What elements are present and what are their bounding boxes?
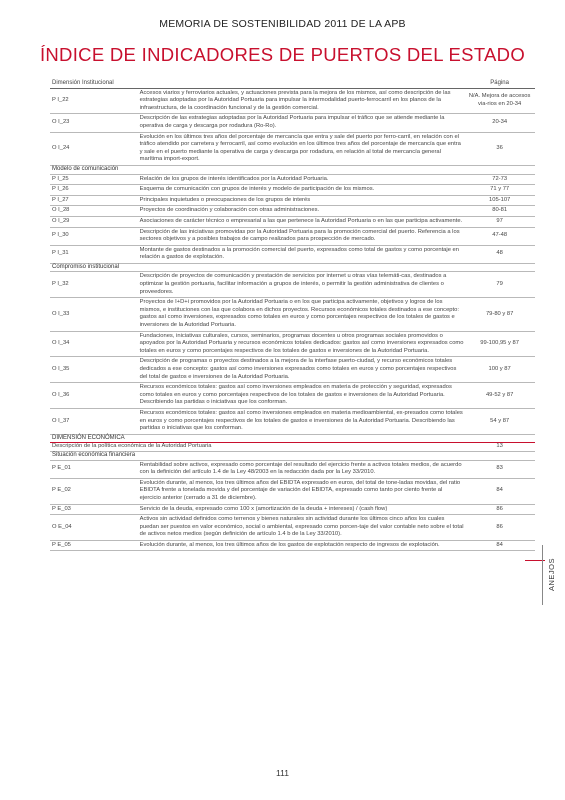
- indicator-page: 86: [496, 523, 503, 530]
- indicator-page: 83: [496, 465, 503, 472]
- indicator-code: P I_32: [52, 281, 69, 288]
- indicator-page: 100 y 87: [488, 366, 511, 372]
- indicator-description: Accesos viarios y ferroviarios actuales, y actuaciones prevista para la mejora de los mismos, así como descripción de las estrategias adoptadas por la Autoridad Portuaria para impulsar la intermodalidad puerto-ferrocarril en los planos de la infraestructura, de la coordinación funcional y de la gestión comercial.: [139, 89, 451, 111]
- table-row: [50, 409, 535, 435]
- section-heading: DIMENSIÓN ECONÓMICA: [50, 435, 535, 444]
- indicator-description: Descripción de las iniciativas promovidas por la Autoridad Portuaria para la promoción comercial del puerto. Referencia a los sectores objetivos y a posibles trabajos de campo realizados para prospección de mercado.: [139, 228, 460, 243]
- table-row: [50, 443, 535, 452]
- indicator-code: O I_33: [52, 310, 70, 317]
- indicator-code: P I_26: [52, 186, 69, 193]
- side-tab: [542, 545, 565, 605]
- indicator-code: O E_04: [52, 523, 72, 530]
- indicator-page: 80-81: [492, 207, 508, 214]
- table-row: [50, 133, 535, 166]
- table-row: [50, 228, 535, 246]
- indicator-code: P I_30: [52, 232, 69, 239]
- table-row: [50, 246, 535, 264]
- table-row: [50, 175, 535, 186]
- table-row: [50, 332, 535, 358]
- indicator-page: 13: [496, 443, 503, 450]
- indicator-description: Esquema de comunicación con grupos de interés y modelo de participación de los mismos.: [139, 186, 375, 193]
- table-row: [50, 479, 535, 505]
- table-header-right: Página: [490, 80, 509, 86]
- section-heading: Modelo de comunicación: [50, 166, 535, 175]
- indicator-code: O I_23: [52, 119, 70, 126]
- table-row: [50, 217, 535, 228]
- indicator-page: 84: [496, 541, 503, 548]
- table-row: [50, 298, 535, 331]
- indicator-description: Activos sin actividad definidos como terrenos y bienes naturales sin actividad durante los últimos cinco años los cuales puedan ser puestos en valor económico, social o ambiental, expresado como porcen-taje del valor contable neto sobre el total de activos netos medios (según definición de artículo 1.4 b de la Ley 33/2010).: [139, 516, 464, 538]
- indicator-description: Proyectos de I+D+i promovidos por la Autoridad Portuaria o en los que participa activamente, objetivos y logros de los mismos, e instituciones con las que colabora en dichos proyectos. Recursos económicos totales destinados a ese concepto: gastos así como inversiones, expresados como totales en euros y como porcentajes respectivos de los totales de gastos e inversiones de la Autoridad Portuaria.: [139, 299, 459, 329]
- indicator-table: [50, 80, 535, 551]
- document-header: MEMORIA DE SOSTENIBILIDAD 2011 DE LA APB: [159, 18, 406, 30]
- table-row: [50, 505, 535, 516]
- indicator-code: P E_01: [52, 465, 71, 472]
- indicator-description: Evolución durante, al menos, los tres últimos años del EBIDTA expresado en euros, del total de tone-ladas movidas, del ratio EBIDTA frente a tonelada movida y del porcentaje de variación del EBIDTA, expresado como tanto por ciento frente al ejercicio anterior (cerrado a 31 de diciembre).: [139, 479, 461, 501]
- indicator-page: 49-52 y 87: [485, 391, 514, 398]
- table-row: [50, 196, 535, 207]
- indicator-code: O I_24: [52, 144, 70, 151]
- indicator-code: P E_05: [52, 541, 71, 548]
- indicator-description: Evolución en los últimos tres años del porcentaje de mercancía que entra y sale del puerto por ferro-carril, en relación con el tráfico atendido por carretera y ferrocarril, así como evolución en los últimos tres años del porcentaje de mercancía que entra y sale en el puerto mediante la operativa de carga y descarga por rodadura, en relación al total de mercancía general marítima import-export.: [139, 133, 461, 163]
- page-number: 111: [276, 768, 289, 778]
- table-row: [50, 185, 535, 196]
- indicator-page: 79: [496, 281, 503, 288]
- side-tab-label: ANEJOS: [547, 557, 556, 591]
- indicator-code: O I_29: [52, 217, 70, 224]
- indicator-description: Proyectos de coordinación y colaboración con otras administraciones.: [139, 207, 320, 214]
- indicator-code: O I_36: [52, 391, 70, 398]
- table-row: [50, 357, 535, 383]
- indicator-page: 48: [496, 250, 503, 257]
- indicator-page: 86: [496, 505, 503, 512]
- indicator-code: P I_31: [52, 250, 69, 257]
- indicator-code: P I_22: [52, 97, 69, 104]
- table-row: [50, 383, 535, 409]
- indicator-description: Descripción de las estrategias adoptadas por la Autoridad Portuaria para impulsar el tráfico que se atiende mediante la operativa de carga y descarga por rodadura (Ro-Ro).: [139, 115, 445, 129]
- indicator-description: Descripción de programas o proyectos destinados a la mejora de la interfase puerto-ciudad, y recurso económicos totales dedicados a ese concepto: gastos así como inversiones expresados como totales en euros y como porcentajes respectivos del total de gastos e inversiones de la Autoridad Portuaria.: [139, 358, 457, 380]
- indicator-description: Rentabilidad sobre activos, expresado como porcentaje del resultado del ejercicio frente a activos totales medios, de acuerdo con la definición del artículo 1.4 de la Ley 48/2003 en la redacción dada por la Ley 33/2010.: [139, 461, 462, 476]
- indicator-page: 105-107: [489, 196, 511, 203]
- section-heading: Compromiso institucional: [50, 264, 535, 273]
- indicator-code: O I_35: [52, 366, 70, 372]
- indicator-code: O I_37: [52, 417, 70, 424]
- indicator-page: 54 y 87: [490, 417, 510, 424]
- indicator-page: 71 y 77: [490, 186, 510, 193]
- indicator-page: 36: [496, 144, 503, 151]
- indicator-page: 84: [496, 487, 503, 494]
- indicator-page: N/A. Mejora de accesos via-rios en 20-34: [468, 93, 531, 107]
- indicator-description: Recursos económicos totales: gastos así como inversiones empleados en materia medioambiental, ex-presados como totales en euros y como porcentajes respectivos de los totales de gastos e inversiones de la Autoridad Portuaria. Describiendo las partidas o iniciativas que los conforman.: [139, 409, 463, 432]
- indicator-code: P I_27: [52, 196, 69, 203]
- page-title: ÍNDICE DE INDICADORES DE PUERTOS DEL ESTADO: [39, 44, 526, 65]
- indicator-description: Evolución durante, al menos, los tres últimos años de los gastos de explotación respecto de ingresos de explotación.: [139, 541, 440, 548]
- indicator-code: P I_25: [52, 175, 69, 182]
- indicator-page: 47-48: [492, 232, 508, 239]
- indicator-description: Asociaciones de carácter técnico o empresarial a las que pertenece la Autoridad Portuaria o en las que participa activamente.: [139, 217, 463, 224]
- indicator-description: Recursos económicos totales: gastos así como inversiones empleados en materia de protección y seguridad, expresados como totales en euros y como porcentajes respectivos de los totales de gastos e inversiones de la Autoridad Portuaria. Describiendo las partidas o iniciativas que los conforman.: [139, 384, 452, 406]
- section-heading: Situación económica financiera: [50, 452, 535, 461]
- indicator-description: Principales inquietudes o preocupaciones de los grupos de interés: [139, 196, 311, 203]
- table-header: [50, 80, 535, 89]
- table-row: [50, 272, 535, 298]
- indicator-code: O I_28: [52, 207, 70, 214]
- indicator-page: 99-100,95 y 87: [480, 340, 519, 347]
- indicator-description: Servicio de la deuda, expresado como 100 x (amortización de la deuda + intereses) / (cash flow): [139, 505, 388, 512]
- table-row: [50, 89, 535, 115]
- indicator-description: Montante de gastos destinados a la promoción comercial del puerto, expresados como total de gastos y como porcentaje en relación a gastos de explotación.: [139, 246, 459, 261]
- table-row: [50, 515, 535, 541]
- indicator-page: 72-73: [492, 175, 508, 182]
- indicator-description: Relación de los grupos de interés identificados por la Autoridad Portuaria.: [139, 175, 329, 182]
- indicator-description: Descripción de la política económica de la Autoridad Portuaria: [52, 443, 212, 450]
- indicator-code: P E_02: [52, 487, 71, 494]
- table-header-left: Dimensión Institucional: [52, 80, 114, 86]
- indicator-page: 20-34: [492, 119, 508, 126]
- indicator-description: Fundaciones, iniciativas culturales, cursos, seminarios, programas docentes u otros programas sociales promovidos o apoyados por la Autoridad Portuaria y recursos económicos totales dedicados: gastos así como inversiones expresados como totales en euros y como porcentajes respectivos de los totales de gastos e inversiones de la Autoridad Portuaria.: [139, 332, 464, 354]
- table-row: [50, 541, 535, 552]
- table-row: [50, 461, 535, 479]
- indicator-description: Descripción de proyectos de comunicación y prestación de servicios por internet u otras vías telemáti-cas, destinados a optimizar la gestión portuaria, facilitar información a grupos de interés, o permitir la gestión administrativa de clientes o proveedores.: [139, 273, 447, 295]
- table-row: [50, 114, 535, 132]
- indicator-page: 79-80 y 87: [485, 310, 514, 317]
- table-row: [50, 206, 535, 217]
- indicator-code: P E_03: [52, 505, 71, 512]
- indicator-code: O I_34: [52, 340, 70, 347]
- indicator-page: 97: [496, 217, 503, 224]
